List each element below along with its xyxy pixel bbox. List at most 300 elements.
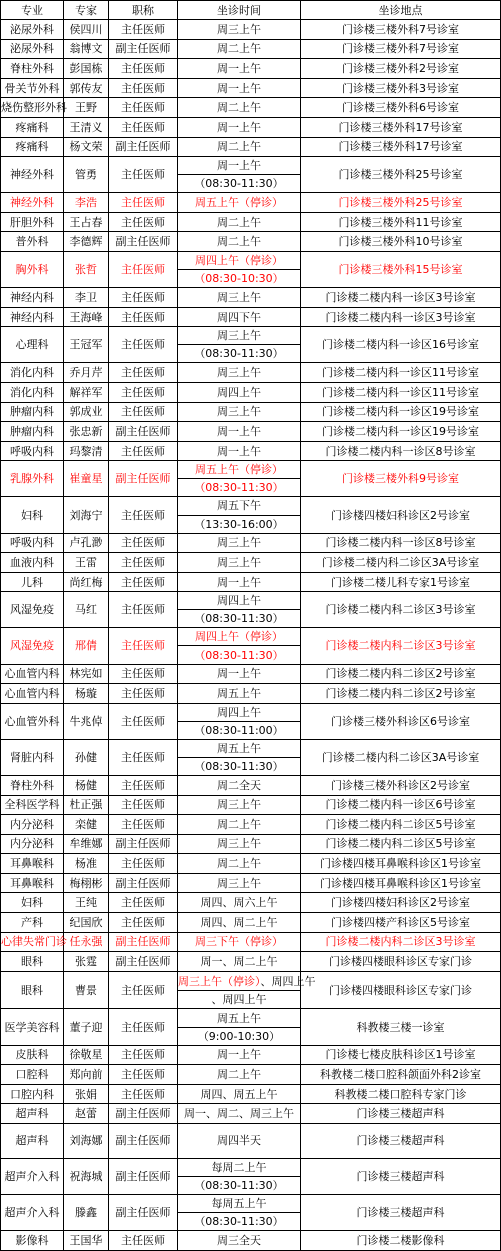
table-row	[1, 78, 501, 98]
cell-time: 周四、周五上午	[178, 1084, 301, 1104]
cell-time-range: （08:30-10:30）	[178, 270, 301, 288]
cell-title: 主任医师	[109, 363, 178, 383]
cell-time: 每周二上午	[178, 1158, 301, 1176]
cell-expert: 尚红梅	[64, 572, 109, 592]
cell-title: 副主任医师	[109, 1104, 178, 1124]
cell-time: 周二上午	[178, 39, 301, 59]
cell-location: 门诊楼二楼内科二诊区3A号诊室	[301, 553, 501, 573]
cell-location: 门诊楼二楼内科二诊区2号诊室	[301, 684, 501, 704]
cell-dept: 医学美容科	[1, 1009, 64, 1045]
cell-time-range: （08:30-11:30）	[178, 479, 301, 497]
cell-time-range: （9:00-10:30）	[178, 1027, 301, 1045]
table-row	[1, 383, 501, 403]
cell-expert: 滕鑫	[64, 1195, 109, 1231]
cell-dept: 疼痛科	[1, 137, 64, 157]
cell-time: 周二上午	[178, 815, 301, 835]
cell-time: 周二上午	[178, 212, 301, 232]
cell-expert: 王海峰	[64, 307, 109, 327]
table-row	[1, 497, 501, 515]
table-row	[1, 971, 501, 991]
table-row	[1, 1158, 501, 1176]
cell-title: 主任医师	[109, 157, 178, 193]
cell-expert: 郑向前	[64, 1065, 109, 1085]
cell-dept: 血液内科	[1, 553, 64, 573]
table-row	[1, 795, 501, 815]
cell-time: 周三下午（停诊）	[178, 932, 301, 952]
cell-expert: 张忠新	[64, 422, 109, 442]
cell-time-range: （08:30-11:30）	[178, 1213, 301, 1231]
cell-time: 周四上午（停诊）	[178, 628, 301, 646]
cell-location: 门诊楼二楼内科一诊区6号诊室	[301, 795, 501, 815]
cell-expert: 王占春	[64, 212, 109, 232]
cell-title: 副主任医师	[109, 1158, 178, 1194]
header-expert: 专家	[64, 1, 109, 20]
time-regular: 、周四上午	[260, 974, 316, 988]
cell-time: 每周五上午	[178, 1195, 301, 1213]
cell-expert: 马红	[64, 592, 109, 628]
table-row	[1, 1104, 501, 1124]
table-row	[1, 592, 501, 610]
cell-expert: 杨健	[64, 775, 109, 795]
header-title: 职称	[109, 1, 178, 20]
cell-time: 周二上午	[178, 232, 301, 252]
cell-title: 副主任医师	[109, 232, 178, 252]
cell-location: 门诊楼三楼外科2号诊室	[301, 59, 501, 79]
cell-time: 周三上午	[178, 20, 301, 40]
cell-time: 周一、周二、周三上午	[178, 1104, 301, 1124]
cell-location: 门诊楼三楼超声科	[301, 1158, 501, 1194]
cell-location: 门诊楼二楼内科一诊区3号诊室	[301, 288, 501, 308]
cell-location: 门诊楼四楼妇科诊区2号诊室	[301, 893, 501, 913]
cell-dept: 神经外科	[1, 157, 64, 193]
cell-expert: 郭成业	[64, 402, 109, 422]
cell-location: 门诊楼二楼儿科专家1号诊室	[301, 572, 501, 592]
cell-time: 周五上午（停诊）	[178, 461, 301, 479]
cell-time-range: （08:30-11:30）	[178, 757, 301, 775]
cell-expert: 杨璇	[64, 684, 109, 704]
cell-expert: 牟维娜	[64, 834, 109, 854]
cell-location: 门诊楼二楼内科一诊区11号诊室	[301, 383, 501, 403]
cell-location: 门诊楼二楼内科二诊区3号诊室	[301, 628, 501, 664]
table-row	[1, 20, 501, 40]
cell-location: 门诊楼三楼超声科	[301, 1123, 501, 1158]
cell-dept: 风湿免疫	[1, 592, 64, 628]
cell-title: 主任医师	[109, 117, 178, 137]
cell-expert: 崔童星	[64, 461, 109, 497]
table-row	[1, 1065, 501, 1085]
cell-time: 周三上午	[178, 873, 301, 893]
cell-time-range: 、周四上午	[178, 991, 301, 1009]
cell-dept: 影像科	[1, 1231, 64, 1251]
cell-location: 门诊楼三楼外科25号诊室	[301, 193, 501, 213]
cell-location: 门诊楼四楼妇科诊区2号诊室	[301, 497, 501, 533]
cell-time-range: （08:30-11:30）	[178, 175, 301, 193]
cell-dept: 口腔内科	[1, 1084, 64, 1104]
table-row	[1, 775, 501, 795]
cell-dept: 超声科	[1, 1104, 64, 1124]
cell-dept: 心血管外科	[1, 703, 64, 739]
cell-location: 门诊楼三楼外科诊区2号诊室	[301, 775, 501, 795]
table-row	[1, 1231, 501, 1251]
cell-time: 周一上午	[178, 572, 301, 592]
table-row	[1, 932, 501, 952]
cell-expert: 管勇	[64, 157, 109, 193]
cell-time: 周二上午	[178, 98, 301, 118]
table-row	[1, 913, 501, 933]
cell-dept: 呼吸内科	[1, 441, 64, 461]
cell-time: 周三全天	[178, 1231, 301, 1251]
cell-expert: 曹景	[64, 971, 109, 1009]
cell-dept: 肿瘤内科	[1, 402, 64, 422]
table-row	[1, 854, 501, 874]
table-row	[1, 252, 501, 270]
cell-time: 周五上午（停诊）	[178, 193, 301, 213]
cell-title: 主任医师	[109, 739, 178, 775]
cell-dept: 神经内科	[1, 288, 64, 308]
cell-title: 主任医师	[109, 1065, 178, 1085]
cell-dept: 口腔科	[1, 1065, 64, 1085]
cell-time-range: （08:30-11:30）	[178, 345, 301, 363]
cell-expert: 林宪如	[64, 664, 109, 684]
cell-expert: 梅栩彬	[64, 873, 109, 893]
cell-location: 门诊楼二楼内科二诊区3号诊室	[301, 592, 501, 628]
cell-expert: 张哲	[64, 252, 109, 288]
cell-location: 门诊楼三楼外科10号诊室	[301, 232, 501, 252]
cell-time: 周五上午	[178, 684, 301, 704]
table-row	[1, 137, 501, 157]
cell-expert: 彭国栋	[64, 59, 109, 79]
schedule-body	[1, 20, 501, 1251]
cell-expert: 李浩	[64, 193, 109, 213]
cell-time: 周二上午	[178, 137, 301, 157]
cell-time: 周一上午	[178, 1045, 301, 1065]
cell-dept: 超声介入科	[1, 1158, 64, 1194]
cell-title: 主任医师	[109, 59, 178, 79]
table-row	[1, 98, 501, 118]
cell-dept: 全科医学科	[1, 795, 64, 815]
cell-time: 周四、周二上午	[178, 913, 301, 933]
cell-time: 周二全天	[178, 775, 301, 795]
cell-title: 主任医师	[109, 703, 178, 739]
cell-expert: 解祥军	[64, 383, 109, 403]
cell-title: 副主任医师	[109, 422, 178, 442]
cell-dept: 胸外科	[1, 252, 64, 288]
cell-dept: 肿瘤内科	[1, 422, 64, 442]
cell-title: 副主任医师	[109, 461, 178, 497]
cell-title: 主任医师	[109, 307, 178, 327]
cell-dept: 内分泌科	[1, 834, 64, 854]
cell-title: 主任医师	[109, 327, 178, 363]
cell-location: 科教楼二楼口腔科颌面外科2诊室	[301, 1065, 501, 1085]
cell-title: 主任医师	[109, 383, 178, 403]
table-row	[1, 893, 501, 913]
cell-title: 主任医师	[109, 854, 178, 874]
header-location: 坐诊地点	[301, 1, 501, 20]
cell-dept: 超声科	[1, 1123, 64, 1158]
table-row	[1, 363, 501, 383]
cell-expert: 玛黎清	[64, 441, 109, 461]
cell-location: 门诊楼三楼外科11号诊室	[301, 212, 501, 232]
cell-expert: 张霆	[64, 952, 109, 972]
cell-location: 门诊楼四楼眼科诊区专家门诊	[301, 952, 501, 972]
cell-title: 主任医师	[109, 553, 178, 573]
cell-title: 主任医师	[109, 193, 178, 213]
table-row	[1, 703, 501, 721]
cell-time	[178, 971, 316, 991]
cell-location: 门诊楼三楼外科6号诊室	[301, 98, 501, 118]
table-row	[1, 684, 501, 704]
cell-expert: 邢倩	[64, 628, 109, 664]
cell-expert: 王纯	[64, 893, 109, 913]
cell-title: 主任医师	[109, 1045, 178, 1065]
cell-time-range: （08:30-11:30）	[178, 646, 301, 664]
cell-title: 主任医师	[109, 628, 178, 664]
cell-location: 门诊楼三楼超声科	[301, 1104, 501, 1124]
cell-location: 科教楼二楼口腔科专家门诊	[301, 1084, 501, 1104]
cell-location: 门诊楼三楼外科9号诊室	[301, 461, 501, 497]
cell-expert: 任永强	[64, 932, 109, 952]
cell-expert: 杨文荣	[64, 137, 109, 157]
table-row	[1, 1009, 501, 1027]
cell-time: 周四上午（停诊）	[178, 252, 301, 270]
cell-title: 主任医师	[109, 1084, 178, 1104]
cell-location: 门诊楼四楼产科诊区5号诊室	[301, 913, 501, 933]
cell-title: 主任医师	[109, 1231, 178, 1251]
table-row	[1, 402, 501, 422]
cell-title: 主任医师	[109, 592, 178, 628]
table-row	[1, 232, 501, 252]
table-row	[1, 212, 501, 232]
cell-time-range: （08:30-11:30）	[178, 1177, 301, 1195]
cell-title: 主任医师	[109, 252, 178, 288]
cell-expert: 侯四川	[64, 20, 109, 40]
cell-dept: 心理科	[1, 327, 64, 363]
cell-title: 副主任医师	[109, 1123, 178, 1158]
cell-dept: 肝胆外科	[1, 212, 64, 232]
cell-dept: 消化内科	[1, 363, 64, 383]
cell-time: 周三上午	[178, 363, 301, 383]
cell-location: 门诊楼二楼内科二诊区3号诊室	[301, 932, 501, 952]
cell-location: 门诊楼四楼眼科诊区专家门诊	[301, 971, 501, 1009]
cell-title: 副主任医师	[109, 137, 178, 157]
table-row	[1, 193, 501, 213]
cell-title: 主任医师	[109, 684, 178, 704]
cell-time: 周三上午	[178, 402, 301, 422]
cell-time-range: （08:30-11:00）	[178, 721, 301, 739]
cell-expert: 祝海城	[64, 1158, 109, 1194]
cell-dept: 泌尿外科	[1, 39, 64, 59]
cell-dept: 肾脏内科	[1, 739, 64, 775]
table-row	[1, 553, 501, 573]
table-row	[1, 873, 501, 893]
cell-location: 门诊楼三楼外科15号诊室	[301, 252, 501, 288]
cell-dept: 妇科	[1, 497, 64, 533]
cell-expert: 郭传友	[64, 78, 109, 98]
cell-dept: 心血管内科	[1, 684, 64, 704]
cell-title: 主任医师	[109, 533, 178, 553]
time-suspended: 周三上午（停诊）	[178, 974, 261, 988]
cell-time-range: （08:30-11:30）	[178, 610, 301, 628]
cell-expert: 赵蕾	[64, 1104, 109, 1124]
cell-location: 门诊楼三楼外科7号诊室	[301, 39, 501, 59]
cell-dept: 泌尿外科	[1, 20, 64, 40]
cell-dept: 眼科	[1, 971, 64, 1009]
header-time: 坐诊时间	[178, 1, 301, 20]
cell-dept: 皮肤科	[1, 1045, 64, 1065]
cell-expert: 牛兆倬	[64, 703, 109, 739]
cell-time: 周二上午	[178, 1065, 301, 1085]
cell-title: 主任医师	[109, 78, 178, 98]
cell-title: 副主任医师	[109, 952, 178, 972]
cell-location: 门诊楼三楼外科7号诊室	[301, 20, 501, 40]
cell-location: 门诊楼二楼内科一诊区11号诊室	[301, 363, 501, 383]
cell-title: 主任医师	[109, 497, 178, 533]
cell-dept: 儿科	[1, 572, 64, 592]
cell-title: 副主任医师	[109, 873, 178, 893]
cell-dept: 消化内科	[1, 383, 64, 403]
table-row	[1, 739, 501, 757]
cell-title: 主任医师	[109, 893, 178, 913]
cell-location: 门诊楼二楼内科一诊区8号诊室	[301, 533, 501, 553]
table-row	[1, 39, 501, 59]
cell-expert: 徐敬星	[64, 1045, 109, 1065]
cell-location: 门诊楼七楼皮肤科诊区1号诊室	[301, 1045, 501, 1065]
cell-dept: 耳鼻喉科	[1, 854, 64, 874]
table-row	[1, 952, 501, 972]
cell-dept: 普外科	[1, 232, 64, 252]
cell-title: 主任医师	[109, 441, 178, 461]
table-row	[1, 461, 501, 479]
cell-title: 主任医师	[109, 1009, 178, 1045]
cell-expert: 王雷	[64, 553, 109, 573]
cell-expert: 李德辉	[64, 232, 109, 252]
table-row	[1, 307, 501, 327]
cell-location: 科教楼三楼一诊室	[301, 1009, 501, 1045]
cell-title: 主任医师	[109, 20, 178, 40]
cell-dept: 耳鼻喉科	[1, 873, 64, 893]
cell-location: 门诊楼二楼内科一诊区8号诊室	[301, 441, 501, 461]
cell-title: 主任医师	[109, 664, 178, 684]
cell-dept: 风湿免疫	[1, 628, 64, 664]
table-row	[1, 288, 501, 308]
cell-dept: 眼科	[1, 952, 64, 972]
cell-time: 周一上午	[178, 157, 301, 175]
cell-time: 周二上午	[178, 854, 301, 874]
cell-time: 周四、周六上午	[178, 893, 301, 913]
cell-time: 周三上午	[178, 327, 301, 345]
cell-location: 门诊楼三楼超声科	[301, 1195, 501, 1231]
cell-location: 门诊楼二楼内科一诊区16号诊室	[301, 327, 501, 363]
cell-dept: 疼痛科	[1, 117, 64, 137]
cell-expert: 栾健	[64, 815, 109, 835]
cell-dept: 呼吸内科	[1, 533, 64, 553]
cell-title: 主任医师	[109, 288, 178, 308]
cell-time-range: （13:30-16:00）	[178, 515, 301, 533]
cell-location: 门诊楼二楼内科二诊区3A号诊室	[301, 739, 501, 775]
cell-dept: 神经内科	[1, 307, 64, 327]
cell-time: 周五上午	[178, 1009, 301, 1027]
cell-title: 主任医师	[109, 402, 178, 422]
cell-time: 周三上午	[178, 795, 301, 815]
cell-dept: 乳腺外科	[1, 461, 64, 497]
cell-location: 门诊楼三楼外科17号诊室	[301, 137, 501, 157]
cell-title: 副主任医师	[109, 1195, 178, 1231]
table-row	[1, 117, 501, 137]
cell-time: 周一上午	[178, 422, 301, 442]
cell-expert: 王国华	[64, 1231, 109, 1251]
table-row	[1, 441, 501, 461]
table-row	[1, 327, 501, 345]
cell-time: 周一上午	[178, 78, 301, 98]
cell-time: 周一上午	[178, 59, 301, 79]
cell-time: 周一、周二上午	[178, 952, 301, 972]
cell-location: 门诊楼二楼影像科	[301, 1231, 501, 1251]
cell-time: 周三上午	[178, 533, 301, 553]
cell-expert: 刘海娜	[64, 1123, 109, 1158]
cell-title: 副主任医师	[109, 834, 178, 854]
table-row	[1, 59, 501, 79]
cell-time: 周三上午	[178, 834, 301, 854]
cell-dept: 脊柱外科	[1, 59, 64, 79]
cell-time: 周五下午	[178, 497, 301, 515]
cell-expert: 乔月芹	[64, 363, 109, 383]
cell-time: 周一上午	[178, 664, 301, 684]
cell-title: 主任医师	[109, 775, 178, 795]
table-row	[1, 815, 501, 835]
cell-expert: 王野	[64, 98, 109, 118]
cell-location: 门诊楼四楼耳鼻喉科诊区1号诊室	[301, 873, 501, 893]
table-row	[1, 664, 501, 684]
table-row	[1, 1195, 501, 1213]
cell-title: 副主任医师	[109, 39, 178, 59]
cell-location: 门诊楼三楼外科17号诊室	[301, 117, 501, 137]
cell-title: 主任医师	[109, 98, 178, 118]
cell-expert: 卢孔渺	[64, 533, 109, 553]
cell-expert: 杜正强	[64, 795, 109, 815]
cell-title: 主任医师	[109, 815, 178, 835]
table-row	[1, 572, 501, 592]
cell-location: 门诊楼三楼外科诊区6号诊室	[301, 703, 501, 739]
cell-location: 门诊楼二楼内科二诊区5号诊室	[301, 815, 501, 835]
cell-time: 周三上午	[178, 553, 301, 573]
cell-dept: 妇科	[1, 893, 64, 913]
cell-dept: 脊柱外科	[1, 775, 64, 795]
table-row	[1, 422, 501, 442]
table-row	[1, 1045, 501, 1065]
cell-time: 周一上午	[178, 117, 301, 137]
table-row	[1, 834, 501, 854]
cell-dept: 产科	[1, 913, 64, 933]
cell-expert: 王清义	[64, 117, 109, 137]
table-row	[1, 1123, 501, 1158]
cell-expert: 纪国欣	[64, 913, 109, 933]
cell-time: 周三上午	[178, 288, 301, 308]
cell-time: 周四上午	[178, 383, 301, 403]
cell-location: 门诊楼二楼内科二诊区2号诊室	[301, 664, 501, 684]
cell-title: 主任医师	[109, 212, 178, 232]
cell-dept: 超声介入科	[1, 1195, 64, 1231]
cell-location: 门诊楼二楼内科一诊区19号诊室	[301, 422, 501, 442]
cell-time: 周四下午	[178, 307, 301, 327]
cell-location: 门诊楼二楼内科一诊区19号诊室	[301, 402, 501, 422]
cell-time: 周四上午	[178, 703, 301, 721]
cell-location: 门诊楼三楼外科25号诊室	[301, 157, 501, 193]
header-dept: 专业	[1, 1, 64, 20]
cell-dept: 烧伤整形外科	[1, 98, 64, 118]
cell-location: 门诊楼三楼外科3号诊室	[301, 78, 501, 98]
table-row	[1, 628, 501, 646]
cell-title: 主任医师	[109, 913, 178, 933]
